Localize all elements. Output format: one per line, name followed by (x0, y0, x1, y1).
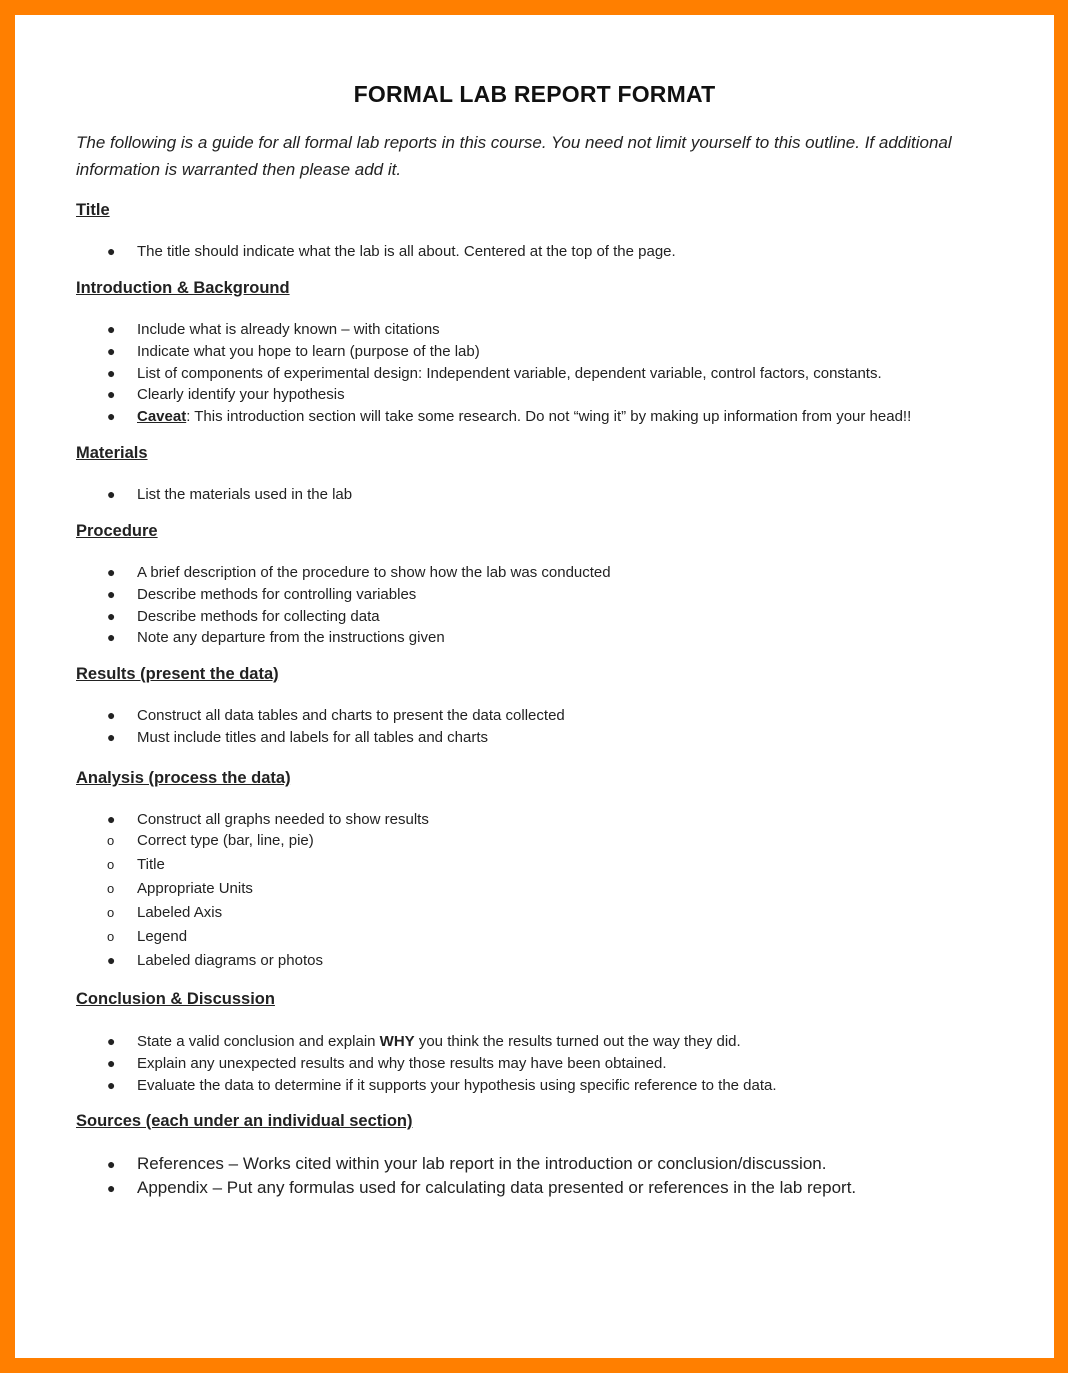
list-item: ● Note any departure from the instructions given (76, 627, 611, 649)
sources-list (76, 1152, 856, 1200)
bullet-icon: ● (107, 564, 116, 580)
circle-bullet-icon: o (107, 905, 115, 920)
list-item: ● Describe methods for controlling variables (76, 584, 611, 606)
list-item: ● Must include titles and labels for all tables and charts (76, 727, 565, 749)
list-item: ● Construct all graphs needed to show results (76, 809, 429, 831)
heading-sources: Sources (each under an individual section) (76, 1112, 413, 1130)
bullet-icon: ● (107, 629, 116, 646)
bullet-icon: ● (107, 1054, 116, 1071)
bullet-icon: ● (107, 486, 116, 502)
list-item: ● Construct all data tables and charts to present the data collected (76, 705, 565, 727)
list-item: ● Clearly identify your hypothesis (76, 384, 911, 406)
circle-bullet-icon: o (107, 857, 115, 872)
analysis-sublist (76, 829, 314, 949)
analysis-list-continued (76, 950, 323, 972)
list-item: ● Appendix – Put any formulas used for calculating data presented or references in the lab report. (76, 1176, 856, 1200)
heading-procedure: Procedure (76, 522, 158, 540)
list-item: ● Indicate what you hope to learn (purpose of the lab) (76, 341, 911, 363)
introduction-list (76, 319, 911, 428)
sub-list-item: o Correct type (bar, line, pie) (15, 829, 314, 853)
circle-bullet-icon: o (107, 929, 115, 944)
bullet-icon: ● (107, 386, 116, 403)
document-title: FORMAL LAB REPORT FORMAT (353, 81, 716, 107)
bullet-icon: ● (107, 585, 116, 602)
list-item (76, 406, 911, 428)
list-item: ● State a valid conclusion and explain WHY you think the results turned out the way they did. (76, 1031, 777, 1053)
title-list (76, 241, 676, 263)
bullet-icon: ● (107, 1180, 116, 1196)
materials-list (76, 484, 352, 506)
circle-bullet-icon: o (107, 881, 115, 896)
bullet-icon: ● (107, 707, 116, 723)
results-list (76, 705, 565, 749)
list-item: ● The title should indicate what the lab is all about. Centered at the top of the page. (76, 241, 676, 263)
caveat-label: Caveat (137, 408, 187, 426)
procedure-list (76, 562, 611, 649)
bullet-icon: ● (107, 408, 116, 425)
list-item: ● List of components of experimental design: Independent variable, dependent variable, control factors, constants. (76, 363, 911, 385)
heading-title: Title (76, 201, 110, 219)
list-item: ● Describe methods for collecting data (76, 606, 611, 628)
bullet-icon: ● (107, 811, 116, 827)
list-item: ● Labeled diagrams or photos (76, 950, 323, 972)
list-item: ● Explain any unexpected results and why those results may have been obtained. (76, 1053, 777, 1075)
bullet-icon: ● (107, 1033, 116, 1049)
heading-introduction: Introduction & Background (76, 279, 290, 297)
conclusion-list (76, 1031, 777, 1096)
sub-list-item: o Appropriate Units (15, 877, 314, 901)
bullet-icon: ● (107, 1156, 116, 1172)
list-item: ● References – Works cited within your lab report in the introduction or conclusion/discussion. (76, 1152, 856, 1176)
bullet-icon: ● (107, 952, 116, 968)
heading-results: Results (present the data) (76, 665, 279, 683)
caveat-text: : This introduction section will take some research. Do not “wing it” by making up information from your head!! (186, 408, 912, 426)
sub-list-item: o Title (15, 853, 314, 877)
heading-conclusion: Conclusion & Discussion (76, 990, 275, 1008)
bullet-icon: ● (107, 607, 116, 624)
bullet-icon: ● (107, 342, 116, 359)
circle-bullet-icon: o (107, 833, 115, 848)
heading-materials: Materials (76, 444, 148, 462)
bullet-icon: ● (107, 364, 116, 381)
heading-analysis: Analysis (process the data) (76, 769, 291, 787)
bullet-icon: ● (107, 728, 116, 745)
analysis-list (76, 809, 429, 831)
list-item: ● Evaluate the data to determine if it supports your hypothesis using specific reference to the data. (76, 1075, 777, 1097)
list-item: ● A brief description of the procedure to show how the lab was conducted (76, 562, 611, 584)
sub-list-item: o Labeled Axis (15, 901, 314, 925)
sub-list-item: o Legend (15, 925, 314, 949)
intro-paragraph: The following is a guide for all formal lab reports in this course. You need not limit yourself to this outline. If additional information is warranted then please add it. (76, 133, 952, 179)
bullet-icon: ● (107, 243, 116, 259)
list-item: ● Include what is already known – with citations (76, 319, 911, 341)
list-item: ● List the materials used in the lab (76, 484, 352, 506)
bullet-icon: ● (107, 1076, 116, 1093)
document-page (15, 15, 1054, 1358)
bullet-icon: ● (107, 321, 116, 337)
